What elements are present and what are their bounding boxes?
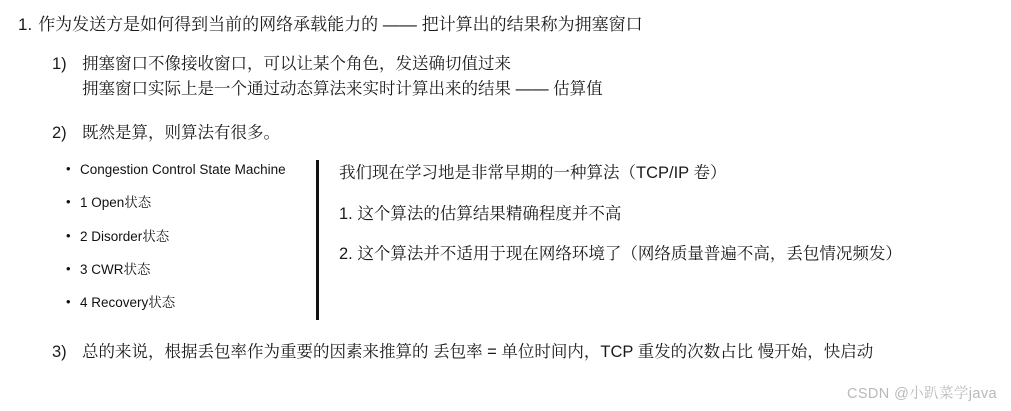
outline-item-2 [52, 52, 1011, 103]
list-item-label: 1 Open状态 [80, 195, 152, 211]
state-bullet-list [66, 158, 316, 326]
outline-item-3-marker: 2) [52, 123, 67, 142]
list-item [66, 293, 316, 313]
list-item-label: 3 CWR状态 [80, 261, 151, 277]
note-line-3: 2. 这个算法并不适用于现在网络环境了（网络质量普遍不高，丢包情况频发） [339, 244, 902, 263]
outline-item-2-line-2: 拥塞窗口实际上是一个通过动态算法来实时计算出来的结果 —— 估算值 [82, 80, 603, 99]
bullet-dot-icon: • [66, 227, 71, 243]
outline-item-1-marker: 1. [18, 15, 33, 34]
list-item [66, 227, 316, 247]
list-item [66, 260, 316, 280]
outline-item-2-body [82, 52, 1011, 103]
outline-item-4-body [82, 340, 1011, 366]
outline-item-4 [52, 340, 1011, 366]
outline-item-1-text: 作为发送方是如何得到当前的网络承载能力的 —— 把计算出的结果称为拥塞窗口 [38, 15, 643, 34]
note-line-1: 我们现在学习地是非常早期的一种算法（TCP/IP 卷） [339, 164, 727, 183]
bullet-dot-icon: • [66, 194, 71, 210]
list-item-label: 2 Disorder状态 [80, 228, 170, 244]
bullet-dot-icon: • [66, 260, 71, 276]
watermark: CSDN @小趴菜学java [846, 386, 997, 402]
vertical-divider [316, 160, 319, 320]
outline-item-3 [52, 121, 1011, 147]
bullet-dot-icon: • [66, 294, 71, 310]
list-item-label: Congestion Control State Machine [80, 162, 286, 178]
note-line-2: 1. 这个算法的估算结果精确程度并不高 [339, 204, 622, 223]
outline-item-3-body [82, 121, 1011, 147]
outline-item-4-line-1: 总的来说，根据丢包率作为重要的因素来推算的 [82, 343, 429, 362]
outline-item-2-line-1: 拥塞窗口不像接收窗口，可以让某个角色，发送确切值过来 [82, 54, 511, 73]
outline-level2-group [0, 52, 1011, 147]
list-item [66, 193, 316, 213]
outline-item-1 [0, 12, 1011, 38]
state-machine-section [0, 158, 1011, 326]
outline-item-4-marker: 3) [52, 343, 67, 362]
outline-item-2-marker: 1) [52, 54, 67, 73]
list-item-label: 4 Recovery状态 [80, 295, 176, 311]
bullet-dot-icon: • [66, 161, 71, 177]
list-item [66, 160, 316, 180]
notes-block [339, 158, 1011, 267]
outline-level2-group-2 [0, 340, 1011, 366]
outline-item-4-line-2: 丢包率 = 单位时间内，TCP 重发的次数占比 [433, 343, 754, 362]
outline-item-4-line-3: 慢开始，快启动 [757, 343, 874, 362]
outline-item-3-line-1: 既然是算，则算法有很多。 [82, 123, 280, 142]
